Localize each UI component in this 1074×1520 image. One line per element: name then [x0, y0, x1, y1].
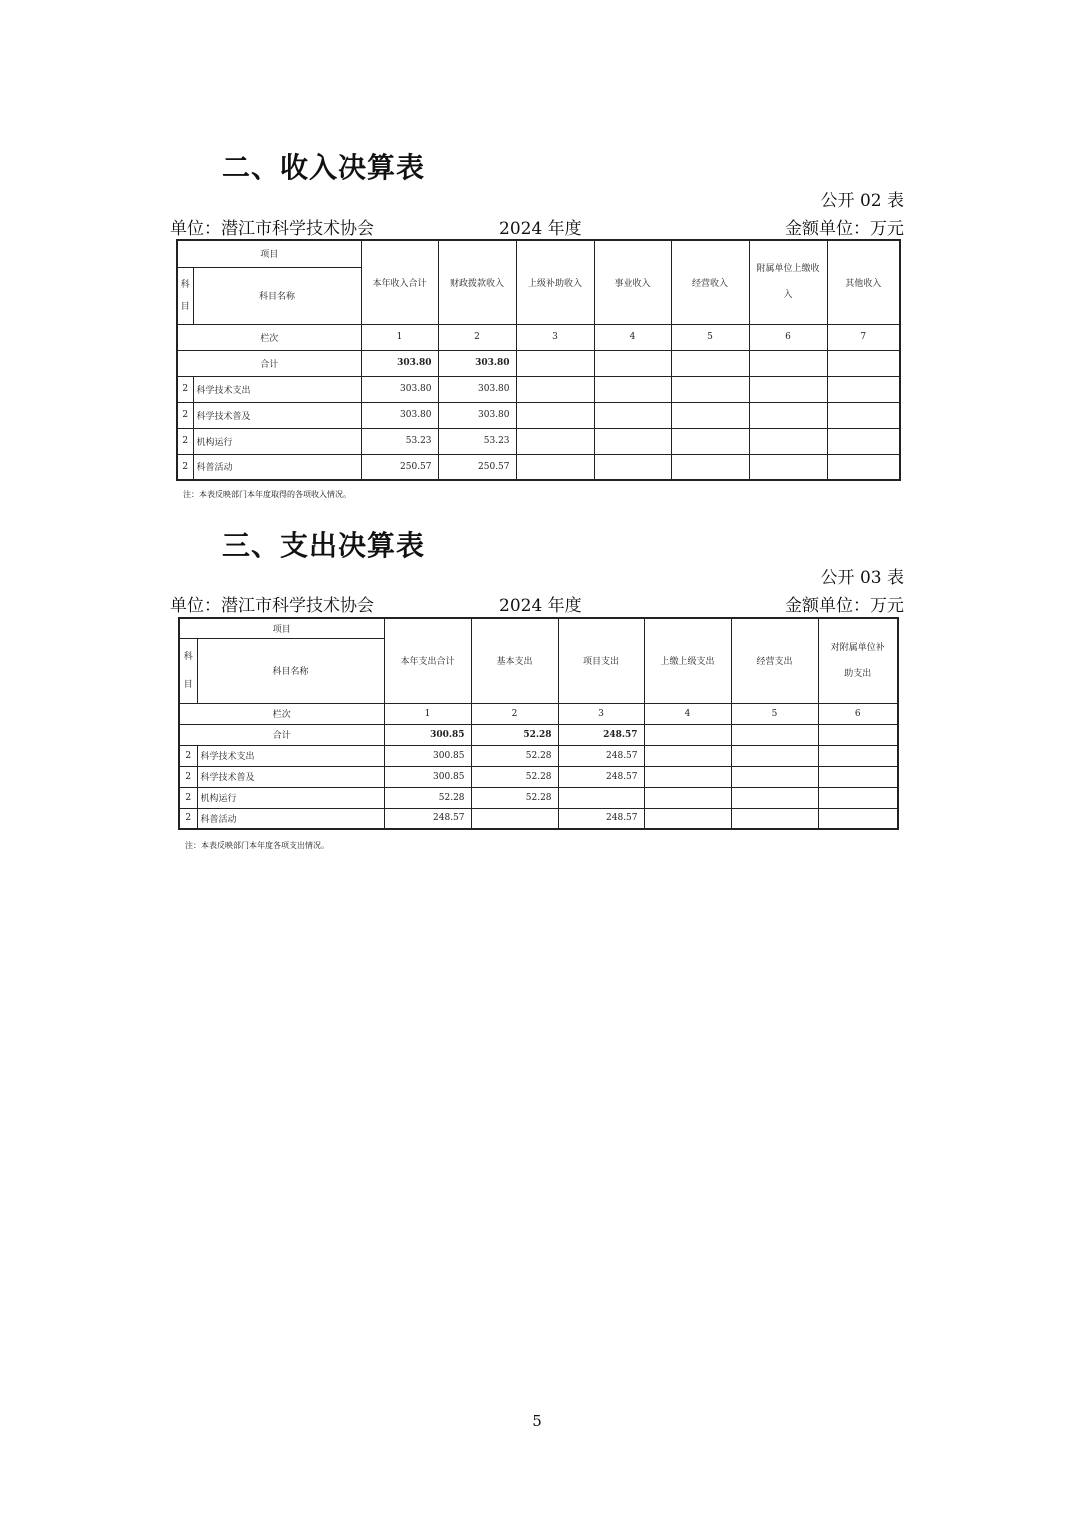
- table-row: [177, 428, 900, 454]
- table-row: [177, 376, 900, 402]
- value-cell: 303.80: [438, 402, 516, 428]
- subject-name: 科普活动: [197, 808, 384, 829]
- column-header: 项目支出: [558, 618, 644, 703]
- column-header: 基本支出: [471, 618, 558, 703]
- value-cell: [594, 454, 671, 480]
- value-cell: [818, 745, 898, 766]
- expense-table: [178, 617, 899, 830]
- subject-name: 科学技术普及: [197, 766, 384, 787]
- value-cell: [731, 745, 818, 766]
- column-header: 其他收入: [827, 240, 900, 324]
- header-project: 项目: [177, 240, 361, 267]
- value-cell: 52.28: [384, 787, 471, 808]
- value-cell: 53.23: [438, 428, 516, 454]
- subject-code: 2: [179, 808, 197, 829]
- value-cell: [671, 376, 749, 402]
- total-cell: 52.28: [471, 724, 558, 745]
- table-row: [179, 766, 898, 787]
- value-cell: [818, 787, 898, 808]
- value-cell: [749, 454, 827, 480]
- income-table: [176, 239, 901, 481]
- value-cell: [827, 428, 900, 454]
- table-row: [177, 402, 900, 428]
- value-cell: 248.57: [384, 808, 471, 829]
- subject-name: 科学技术支出: [197, 745, 384, 766]
- column-number: 7: [827, 324, 900, 350]
- total-label: 合计: [177, 350, 361, 376]
- header-subject-name: 科目名称: [193, 267, 361, 324]
- expense-unit: 单位：潜江市科学技术协会: [170, 596, 374, 616]
- row-index-label: 栏次: [177, 324, 361, 350]
- subject-name: 机构运行: [197, 787, 384, 808]
- subject-name: 科学技术普及: [193, 402, 361, 428]
- column-header: 经营支出: [731, 618, 818, 703]
- value-cell: 248.57: [558, 808, 644, 829]
- income-unit: 单位：潜江市科学技术协会: [170, 219, 374, 239]
- column-number: 2: [438, 324, 516, 350]
- subject-code: 2: [179, 745, 197, 766]
- value-cell: 52.28: [471, 766, 558, 787]
- value-cell: 248.57: [558, 745, 644, 766]
- subject-code: 2: [177, 428, 193, 454]
- value-cell: [749, 376, 827, 402]
- value-cell: 250.57: [361, 454, 438, 480]
- value-cell: [516, 376, 594, 402]
- expense-section-title: 三、支出决算表: [222, 529, 426, 562]
- subject-name: 科学技术支出: [193, 376, 361, 402]
- value-cell: [818, 808, 898, 829]
- value-cell: [818, 766, 898, 787]
- value-cell: [827, 376, 900, 402]
- table-row: [179, 787, 898, 808]
- column-header: 对附属单位补助支出: [818, 618, 898, 703]
- value-cell: [516, 428, 594, 454]
- value-cell: [644, 745, 731, 766]
- column-number: 1: [384, 703, 471, 724]
- expense-year: 2024 年度: [499, 596, 582, 616]
- subject-code: 2: [177, 376, 193, 402]
- value-cell: [827, 454, 900, 480]
- page-number: 5: [532, 1412, 542, 1430]
- total-cell: 248.57: [558, 724, 644, 745]
- value-cell: 52.28: [471, 745, 558, 766]
- value-cell: 303.80: [361, 376, 438, 402]
- table-row: [179, 745, 898, 766]
- total-cell: [818, 724, 898, 745]
- value-cell: [827, 402, 900, 428]
- income-note: 注：本表反映部门本年度取得的各项收入情况。: [183, 490, 351, 499]
- column-number: 6: [818, 703, 898, 724]
- row-index-label: 栏次: [179, 703, 384, 724]
- column-number: 1: [361, 324, 438, 350]
- header-project: 项目: [179, 618, 384, 638]
- total-cell: 300.85: [384, 724, 471, 745]
- expense-note: 注：本表反映部门本年度各项支出情况。: [185, 841, 329, 850]
- value-cell: 52.28: [471, 787, 558, 808]
- value-cell: [671, 428, 749, 454]
- expense-currency: 金额单位：万元: [785, 596, 904, 616]
- total-cell: 303.80: [361, 350, 438, 376]
- value-cell: [644, 808, 731, 829]
- total-cell: [827, 350, 900, 376]
- column-header: 上缴上级支出: [644, 618, 731, 703]
- column-number: 5: [731, 703, 818, 724]
- column-header: 附属单位上缴收入: [749, 240, 827, 324]
- column-header: 经营收入: [671, 240, 749, 324]
- header-subject-code: 科目: [179, 638, 197, 703]
- value-cell: 300.85: [384, 745, 471, 766]
- column-number: 4: [594, 324, 671, 350]
- value-cell: [731, 766, 818, 787]
- value-cell: [558, 787, 644, 808]
- value-cell: [731, 787, 818, 808]
- total-cell: [594, 350, 671, 376]
- subject-code: 2: [179, 766, 197, 787]
- column-number: 4: [644, 703, 731, 724]
- column-header: 上级补助收入: [516, 240, 594, 324]
- value-cell: 248.57: [558, 766, 644, 787]
- value-cell: 53.23: [361, 428, 438, 454]
- income-table-code: 公开 02 表: [820, 191, 904, 211]
- income-currency: 金额单位：万元: [785, 219, 904, 239]
- value-cell: [749, 402, 827, 428]
- value-cell: [516, 454, 594, 480]
- total-cell: [749, 350, 827, 376]
- value-cell: [594, 402, 671, 428]
- value-cell: [644, 766, 731, 787]
- income-section-title: 二、收入决算表: [222, 151, 426, 184]
- table-row: [177, 454, 900, 480]
- value-cell: 303.80: [438, 376, 516, 402]
- subject-name: 机构运行: [193, 428, 361, 454]
- income-year: 2024 年度: [499, 219, 582, 239]
- column-number: 3: [558, 703, 644, 724]
- column-header: 本年收入合计: [361, 240, 438, 324]
- column-number: 2: [471, 703, 558, 724]
- value-cell: 300.85: [384, 766, 471, 787]
- total-cell: [671, 350, 749, 376]
- column-number: 3: [516, 324, 594, 350]
- value-cell: [671, 454, 749, 480]
- column-number: 6: [749, 324, 827, 350]
- value-cell: [516, 402, 594, 428]
- subject-code: 2: [179, 787, 197, 808]
- header-subject-code: 科目: [177, 267, 193, 324]
- total-cell: 303.80: [438, 350, 516, 376]
- total-label: 合计: [179, 724, 384, 745]
- column-header: 财政拨款收入: [438, 240, 516, 324]
- value-cell: [471, 808, 558, 829]
- header-subject-name: 科目名称: [197, 638, 384, 703]
- total-cell: [516, 350, 594, 376]
- total-cell: [644, 724, 731, 745]
- subject-name: 科普活动: [193, 454, 361, 480]
- value-cell: [594, 428, 671, 454]
- expense-table-code: 公开 03 表: [820, 568, 904, 588]
- subject-code: 2: [177, 402, 193, 428]
- value-cell: [749, 428, 827, 454]
- table-row: [179, 808, 898, 829]
- column-header: 本年支出合计: [384, 618, 471, 703]
- value-cell: [671, 402, 749, 428]
- column-number: 5: [671, 324, 749, 350]
- total-cell: [731, 724, 818, 745]
- column-header: 事业收入: [594, 240, 671, 324]
- value-cell: 250.57: [438, 454, 516, 480]
- value-cell: [731, 808, 818, 829]
- subject-code: 2: [177, 454, 193, 480]
- value-cell: [594, 376, 671, 402]
- value-cell: 303.80: [361, 402, 438, 428]
- value-cell: [644, 787, 731, 808]
